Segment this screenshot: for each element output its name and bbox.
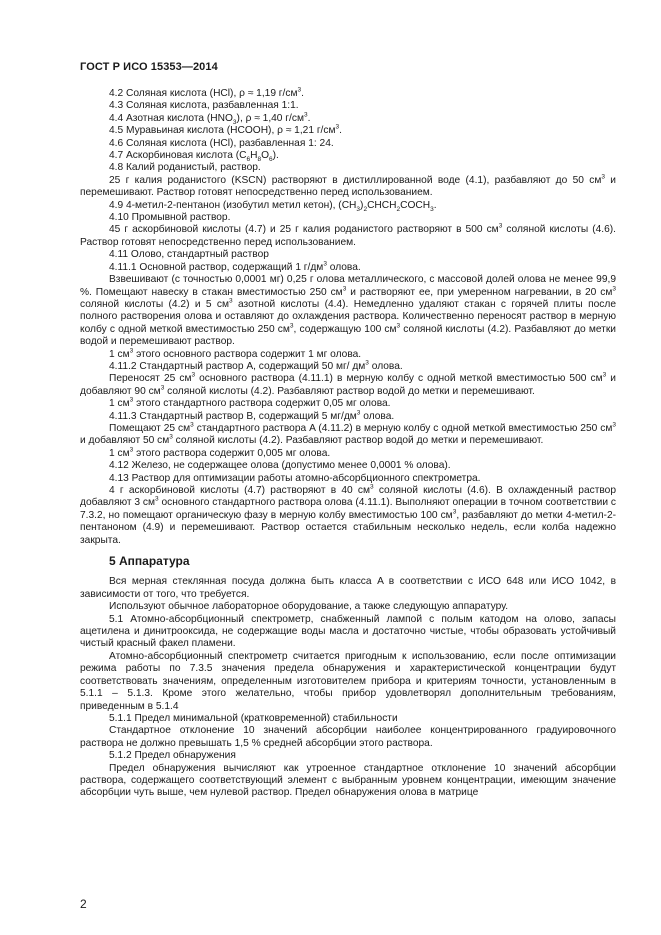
section-4-reagents: [80, 88, 616, 547]
section-4-paragraph: 4.5 Муравьиная кислота (HCOOH), ρ ≈ 1,21 $г/см^3$.: [109, 123, 342, 137]
section-5-paragraph: Вся мерная стеклянная посуда должна быть класса A в соответствии с ИСО 648 или ИСО 1042, в зависимости от того, что требуется.: [80, 576, 616, 600]
section-5-apparatus: [80, 576, 616, 799]
section-4-paragraph: 4.13 Раствор для оптимизации работы атомно-абсорбционного спектрометра.: [109, 472, 481, 484]
section-5-paragraph: 5.1.1 Предел минимальной (кратковременной) стабильности: [109, 712, 398, 724]
section-4-paragraph: 4.9 4-метил-2-пентанон (изобутил метил кетон), $(CH_3)_2CHCH_2COCH_3$.: [109, 199, 437, 213]
section-4-paragraph: 4 г аскорбиновой кислоты (4.7) растворяют в 40 $см^3$ соляной кислоты (4.6). В охлажденный раствор добавляют 3 $см^3$ основного стандартного раствора олова (4.11.1). Выполняют операции в точном соответствии с 7.3.2, но помещают органическую фазу в мерную колбу вместимостью 100 $см^3$, разбавляют до метки 4-метил-2- пентаноном (4.9) и перемешивают. Раствор остается стабильным несколько недель, если колба надежно закрыта.: [80, 483, 616, 546]
section-5-heading: 5 Аппаратура: [109, 554, 190, 569]
section-4-paragraph: 45 г аскорбиновой кислоты (4.7) и 25 г калия роданистого растворяют в 500 $см^3$ соляной кислоты (4.6). Раствор готовят непосредственно перед использованием.: [80, 223, 616, 248]
section-5-paragraph: Стандартное отклонение 10 значений абсорбции наиболее концентрированного градуировочного раствора не должно превышать 1,5 % средней абсорбции этого раствора.: [80, 725, 616, 749]
section-4-paragraph: 4.12 Железо, не содержащее олова (допустимо менее 0,0001 % олова).: [109, 460, 451, 472]
section-4-paragraph: 4.11.2 Стандартный раствор A, содержащий 50 мг/ $дм^3$ олова.: [109, 359, 403, 372]
section-4-paragraph: 1 $см^3$ этого раствора содержит 0,005 мг олова.: [109, 446, 331, 459]
section-4-paragraph: Помещают 25 $см^3$ стандартного раствора A (4.11.2) в мерную колбу с одной меткой вместимостью 250 $см^3$ и добавляют 50 $см^3$ соляной кислоты (4.2). Разбавляют раствор водой до метки и перемешивают.: [80, 421, 616, 447]
section-4-paragraph: Взвешивают (с точностью 0,0001 мг) 0,25 г олова металлического, с массовой долей олова не менее 99,9 %. Помещают навеску в стакан вместимостью 250 $см^3$ и растворяют ее, при умеренном нагревании, в 20 $см^3$ соляной кислоты (4.2) и 5 $см^3$ азотной кислоты (4.4). Немедленно удаляют стакан с горячей плиты после полного растворения олова и оставляют до охлаждения раствора. Количественно переносят раствор в мерную колбу с одной меткой вместимостью 250 $см^3$, содержащую 100 $см^3$ соляной кислоты (4.2). Разбавляют до метки водой и перемешивают раствор.: [80, 274, 616, 348]
document-header: ГОСТ Р ИСО 15353—2014: [80, 61, 218, 73]
section-4-paragraph: 4.4 Азотная кислота $(HNO_3)$, ρ ≈ 1,40 $г/см^3$.: [109, 111, 311, 126]
section-5-paragraph: 5.1 Атомно-абсорбционный спектрометр, снабженный лампой с полым катодом на олово, запасы ацетилена и динитрооксида, не содержащие воды масла и достаточно чистые, чтобы образовать устойчивый чистый красный факел пламени.: [80, 613, 616, 650]
section-5-paragraph: 5.1.2 Предел обнаружения: [109, 750, 236, 762]
section-4-paragraph: 4.11.1 Основной раствор, содержащий 1 $г/дм^3$ олова.: [109, 260, 361, 273]
section-4-paragraph: 4.11.3 Стандартный раствор B, содержащий 5 $мг/дм^3$ олова.: [109, 409, 395, 422]
section-4-paragraph: 1 $см^3$ этого стандартного раствора содержит 0,05 мг олова.: [109, 396, 391, 410]
section-4-paragraph: 4.7 Аскорбиновая кислота $(C_6H_8O_6)$.: [109, 150, 279, 164]
section-4-paragraph: 4.11 Олово, стандартный раствор: [109, 249, 269, 261]
section-5-paragraph: Атомно-абсорбционный спектрометр считается пригодным к использованию, если после оптимизации режима работы по 7.3.5 значения предела обнаружения и характеристической концентрации будут соответствовать значениям, определенным изготовителем прибора и критериям точности, установленным в 5.1.1 – 5.1.3. Кроме этого желательно, чтобы прибор удовлетворял дополнительным требованиям, приведенным в 5.1.4: [80, 650, 616, 712]
section-4-paragraph: Переносят 25 $см^3$ основного раствора (4.11.1) в мерную колбу с одной меткой вместимостью 500 $см^3$ и добавляют 90 $см^3$ соляной кислоты (4.2). Разбавляют раствор водой до метки и перемешивают.: [80, 371, 616, 397]
section-4-paragraph: 25 г калия роданистого (KSCN) растворяют в дистиллированной воде (4.1), разбавляют до 50 $см^3$ и перемешивают. Раствор готовят непосредственно перед использованием.: [80, 173, 616, 199]
section-4-paragraph: 4.8 Калий роданистый, раствор.: [109, 162, 261, 174]
section-4-paragraph: 4.10 Промывной раствор.: [109, 212, 231, 224]
page-body: [80, 88, 616, 800]
page-number: 2: [80, 897, 87, 911]
section-4-paragraph: 1 $см^3$ этого основного раствора содержит 1 мг олова.: [109, 347, 362, 360]
section-5-paragraph: Используют обычное лабораторное оборудование, а также следующую аппаратуру.: [109, 601, 509, 613]
section-4-paragraph: 4.2 Соляная кислота (HCl), ρ ≈ 1,19 $г/см^3$.: [109, 86, 304, 99]
section-4-paragraph: 4.6 Соляная кислота (HCl), разбавленная 1: 24.: [109, 137, 334, 149]
section-5-paragraph: Предел обнаружения вычисляют как утроенное стандартное отклонение 10 значений абсорбции раствора, содержащего соответствующий элемент с выбранным уровнем концентрации, имеющим значение абсорбции чуть выше, чем нулевой раствор. Предел обнаружения олова в матрице: [80, 762, 616, 799]
section-4-paragraph: 4.3 Соляная кислота, разбавленная 1:1.: [109, 100, 299, 112]
